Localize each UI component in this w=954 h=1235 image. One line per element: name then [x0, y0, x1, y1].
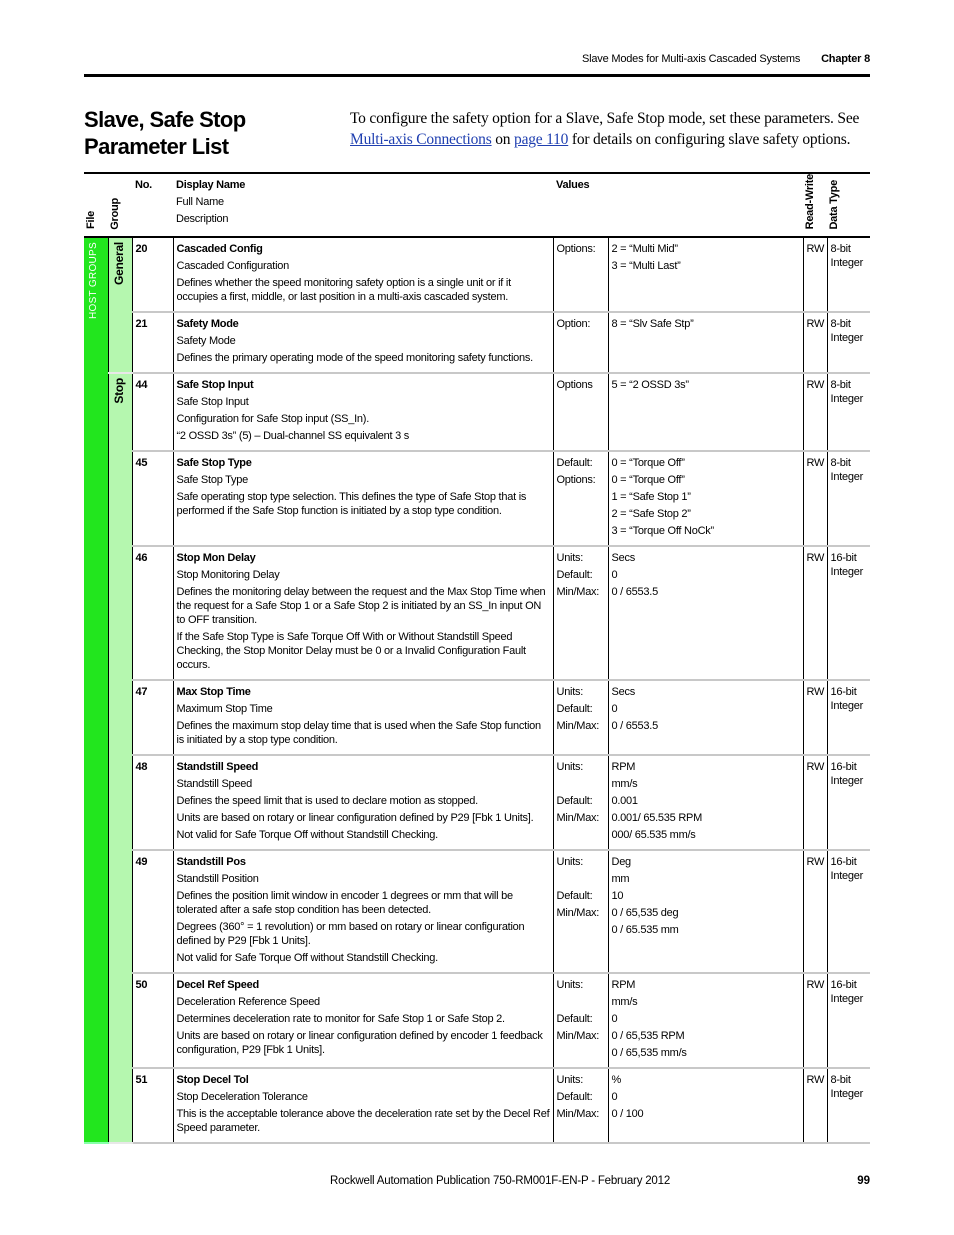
table-row — [84, 546, 870, 680]
param-data-type: 8-bit Integer — [827, 237, 870, 312]
param-number: 44 — [132, 373, 173, 451]
value-item: 0.001/ 65.535 RPM — [611, 812, 703, 825]
param-number: 20 — [132, 237, 173, 312]
value-item: mm/s — [611, 996, 638, 1009]
header-file: File — [84, 173, 108, 237]
param-description: Units are based on rotary or linear configuration defined by P29 [Fbk 1 Units]. — [176, 812, 534, 825]
param-data-type: 16-bit Integer — [827, 973, 870, 1068]
value-label: Min/Max: — [556, 586, 600, 599]
param-values — [608, 373, 803, 451]
param-full-name: Safe Stop Input — [176, 396, 249, 409]
param-description: Configuration for Safe Stop input (SS_In). — [176, 413, 370, 426]
value-label: Options: — [556, 474, 596, 487]
value-item: 0 / 6553.5 — [611, 586, 658, 599]
param-number: 49 — [132, 850, 173, 973]
value-item: 0 / 6553.5 — [611, 720, 658, 733]
value-label: Min/Max: — [556, 812, 600, 825]
intro-paragraph — [350, 108, 870, 150]
param-read-write: RW — [803, 680, 827, 755]
param-value-labels — [553, 850, 608, 973]
param-display-name: Cascaded Config — [176, 243, 263, 256]
value-label: Units: — [556, 979, 584, 992]
param-value-labels — [553, 451, 608, 546]
value-label — [557, 777, 606, 791]
value-item: 5 = “2 OSSD 3s” — [611, 379, 689, 392]
value-item: RPM — [611, 979, 636, 992]
param-description: Safe operating stop type selection. This defines the type of Safe Stop that is performed if the Safe Stop function is initiated by a stop type condition. — [176, 491, 527, 518]
param-number: 48 — [132, 755, 173, 850]
param-value-labels — [553, 680, 608, 755]
param-read-write: RW — [803, 312, 827, 373]
table-row — [84, 237, 870, 312]
param-value-labels — [553, 755, 608, 850]
param-data-type: 16-bit Integer — [827, 755, 870, 850]
param-display-name: Safe Stop Type — [176, 457, 252, 470]
param-value-labels — [553, 373, 608, 451]
table-row — [84, 1068, 870, 1143]
param-number: 45 — [132, 451, 173, 546]
value-label: Default: — [556, 1013, 593, 1026]
group-cell-general: General — [108, 237, 132, 373]
value-item: 0 — [611, 1013, 618, 1026]
param-display-name: Max Stop Time — [176, 686, 251, 699]
value-item: mm/s — [611, 778, 638, 791]
param-data-type: 16-bit Integer — [827, 850, 870, 973]
value-item: 2 = “Safe Stop 2” — [611, 508, 691, 521]
header-values: Values — [553, 173, 803, 237]
value-label: Units: — [556, 856, 584, 869]
value-item: 0 — [611, 1091, 618, 1104]
param-data-type: 16-bit Integer — [827, 680, 870, 755]
param-display-cell — [173, 312, 553, 373]
value-label: Min/Max: — [556, 720, 600, 733]
param-description: Defines the speed limit that is used to declare motion as stopped. — [176, 795, 478, 808]
value-item: 0 / 65.535 mm — [611, 924, 679, 937]
table-row — [84, 850, 870, 973]
value-item: 0 — [611, 703, 618, 716]
page-number: 99 — [857, 1175, 870, 1187]
param-read-write: RW — [803, 1068, 827, 1143]
value-item: 0 / 100 — [611, 1108, 644, 1121]
param-description: Determines deceleration rate to monitor for Safe Stop 1 or Safe Stop 2. — [176, 1013, 505, 1026]
param-description: Units are based on rotary or linear configuration defined by encoder 1 feedback configuration, P29 [Fbk 1 Units]. — [176, 1030, 543, 1057]
param-description: Defines the maximum stop delay time that is used when the Safe Stop function is initiated by a stop type condition. — [176, 720, 541, 747]
param-display-cell — [173, 755, 553, 850]
param-full-name: Stop Deceleration Tolerance — [176, 1091, 308, 1104]
intro-text-3: for details on configuring slave safety options. — [568, 131, 851, 148]
header-read-write: Read-Write — [803, 173, 827, 237]
intro-text-2: on — [491, 131, 515, 148]
value-label — [557, 259, 606, 273]
value-item: 0 / 65,535 RPM — [611, 1030, 685, 1043]
param-values — [608, 312, 803, 373]
file-cell-host-groups: HOST GROUPS — [84, 237, 108, 1143]
value-label: Units: — [556, 761, 584, 774]
value-item: 0 / 65,535 deg — [611, 907, 679, 920]
param-display-cell — [173, 373, 553, 451]
value-item: 0 — [611, 569, 618, 582]
param-value-labels — [553, 312, 608, 373]
param-description: Not valid for Safe Torque Off without Standstill Checking. — [176, 829, 438, 842]
value-label: Min/Max: — [556, 1030, 600, 1043]
param-number: 47 — [132, 680, 173, 755]
header-no: No. — [132, 173, 173, 237]
value-label: Units: — [556, 1074, 584, 1087]
param-display-cell — [173, 451, 553, 546]
value-label: Options: — [556, 243, 596, 256]
value-label — [557, 923, 606, 937]
param-number: 51 — [132, 1068, 173, 1143]
value-label: Min/Max: — [556, 1108, 600, 1121]
header-group: Group — [108, 173, 132, 237]
value-label: Default: — [556, 703, 593, 716]
table-row — [84, 451, 870, 546]
param-value-labels — [553, 237, 608, 312]
param-full-name: Cascaded Configuration — [176, 260, 290, 273]
param-read-write: RW — [803, 546, 827, 680]
value-item: mm — [611, 873, 630, 886]
chapter-label: Chapter 8 — [821, 53, 870, 65]
param-full-name: Safety Mode — [176, 335, 236, 348]
value-label — [557, 1046, 606, 1060]
param-values — [608, 1068, 803, 1143]
value-item: 10 — [611, 890, 624, 903]
param-values — [608, 546, 803, 680]
param-data-type: 8-bit Integer — [827, 451, 870, 546]
table-row — [84, 680, 870, 755]
param-description: Defines the monitoring delay between the request and the Max Stop Time when the request for a Safe Stop 1 or a Safe Stop 2 is initiated by an SS_In input ON to OFF transition. — [176, 586, 546, 627]
param-display-name: Standstill Speed — [176, 761, 259, 774]
value-label: Options — [556, 379, 593, 392]
value-item: 3 = “Multi Last” — [611, 260, 681, 273]
param-display-cell — [173, 546, 553, 680]
param-description: Defines whether the speed monitoring safety option is a single unit or if it occupies a first, middle, or last position in a multi-axis cascaded system. — [176, 277, 511, 304]
value-label: Min/Max: — [556, 907, 600, 920]
value-item: Secs — [611, 686, 635, 699]
param-values — [608, 237, 803, 312]
param-description: If the Safe Stop Type is Safe Torque Off With or Without Standstill Speed Checking, the Stop Monitor Delay must be 0 or a Invalid Configuration Fault occurs. — [176, 631, 526, 672]
value-label: Default: — [556, 457, 593, 470]
value-label — [557, 828, 606, 842]
table-row — [84, 312, 870, 373]
param-display-cell — [173, 1068, 553, 1143]
parameter-table — [84, 172, 870, 1144]
param-number: 21 — [132, 312, 173, 373]
param-values — [608, 755, 803, 850]
param-value-labels — [553, 973, 608, 1068]
page-110-link[interactable]: page 110 — [514, 131, 569, 148]
page-title: Slave, Safe Stop Parameter List — [84, 107, 246, 159]
param-display-name: Stop Decel Tol — [176, 1074, 249, 1087]
table-header-row — [84, 173, 870, 237]
param-read-write: RW — [803, 755, 827, 850]
param-display-name: Standstill Pos — [176, 856, 246, 869]
param-full-name: Maximum Stop Time — [176, 703, 273, 716]
value-item: Deg — [611, 856, 631, 869]
value-label: Units: — [556, 686, 584, 699]
value-item: 8 = “Slv Safe Stp” — [611, 318, 694, 331]
value-item: 2 = “Multi Mid” — [611, 243, 678, 256]
value-item: 0.001 — [611, 795, 638, 808]
param-full-name: Safe Stop Type — [176, 474, 249, 487]
value-item: 0 = “Torque Off” — [611, 457, 685, 470]
param-display-name: Safety Mode — [176, 318, 239, 331]
section-title: Slave Modes for Multi-axis Cascaded Systems — [581, 53, 801, 65]
value-label: Default: — [556, 795, 593, 808]
param-display-cell — [173, 237, 553, 312]
param-description: Degrees (360° = 1 revolution) or mm based on rotary or linear configuration defined by P29 [Fbk 1 Units]. — [176, 921, 525, 948]
param-read-write: RW — [803, 973, 827, 1068]
value-item: Secs — [611, 552, 635, 565]
param-display-cell — [173, 680, 553, 755]
param-display-name: Stop Mon Delay — [176, 552, 256, 565]
param-values — [608, 973, 803, 1068]
value-item: 0 = “Torque Off” — [611, 474, 685, 487]
param-number: 50 — [132, 973, 173, 1068]
param-description: This is the acceptable tolerance above the deceleration rate set by the Decel Ref Speed parameter. — [176, 1108, 550, 1135]
param-full-name: Stop Monitoring Delay — [176, 569, 280, 582]
param-description: Defines the position limit window in encoder 1 degrees or mm that will be tolerated after a safe stop condition has been detected. — [176, 890, 513, 917]
value-item: 0 / 65,535 mm/s — [611, 1047, 687, 1060]
param-display-name: Decel Ref Speed — [176, 979, 259, 992]
value-item: 000/ 65.535 mm/s — [611, 829, 696, 842]
header-display-name: Display Name Full Name Description — [173, 173, 553, 237]
group-cell-stop: Stop — [108, 373, 132, 1143]
param-full-name: Standstill Speed — [176, 778, 252, 791]
param-values — [608, 850, 803, 973]
param-read-write: RW — [803, 850, 827, 973]
param-read-write: RW — [803, 451, 827, 546]
param-value-labels — [553, 546, 608, 680]
value-label: Units: — [556, 552, 584, 565]
param-values — [608, 451, 803, 546]
page-header — [582, 53, 870, 65]
footer-publication: Rockwell Automation Publication 750-RM001F-EN-P - February 2012 — [330, 1175, 671, 1187]
value-item: RPM — [611, 761, 636, 774]
multi-axis-connections-link[interactable]: Multi-axis Connections — [350, 131, 492, 148]
value-item: % — [611, 1074, 622, 1087]
header-data-type: Data Type — [827, 173, 870, 237]
param-display-cell — [173, 850, 553, 973]
param-full-name: Standstill Position — [176, 873, 259, 886]
value-label: Default: — [556, 890, 593, 903]
value-item: 3 = “Torque Off NoCk” — [611, 525, 714, 538]
param-number: 46 — [132, 546, 173, 680]
table-row — [84, 373, 870, 451]
value-label: Default: — [556, 1091, 593, 1104]
param-description: “2 OSSD 3s” (5) – Dual-channel SS equivalent 3 s — [176, 430, 410, 443]
param-display-name: Safe Stop Input — [176, 379, 254, 392]
param-description: Not valid for Safe Torque Off without Standstill Checking. — [176, 952, 438, 965]
param-data-type: 8-bit Integer — [827, 1068, 870, 1143]
param-read-write: RW — [803, 373, 827, 451]
value-item: 1 = “Safe Stop 1” — [611, 491, 691, 504]
param-data-type: 16-bit Integer — [827, 546, 870, 680]
value-label: Option: — [556, 318, 591, 331]
param-values — [608, 680, 803, 755]
param-value-labels — [553, 1068, 608, 1143]
param-display-cell — [173, 973, 553, 1068]
intro-text-1: To configure the safety option for a Slave, Safe Stop mode, set these parameters. See — [350, 110, 860, 127]
value-label: Default: — [556, 569, 593, 582]
value-label — [557, 872, 606, 886]
table-row — [84, 755, 870, 850]
header-rule — [84, 74, 870, 77]
table-row — [84, 973, 870, 1068]
param-data-type: 8-bit Integer — [827, 373, 870, 451]
param-full-name: Deceleration Reference Speed — [176, 996, 320, 1009]
param-read-write: RW — [803, 237, 827, 312]
param-description: Defines the primary operating mode of the speed monitoring safety functions. — [176, 352, 533, 365]
value-label — [557, 995, 606, 1009]
param-data-type: 8-bit Integer — [827, 312, 870, 373]
